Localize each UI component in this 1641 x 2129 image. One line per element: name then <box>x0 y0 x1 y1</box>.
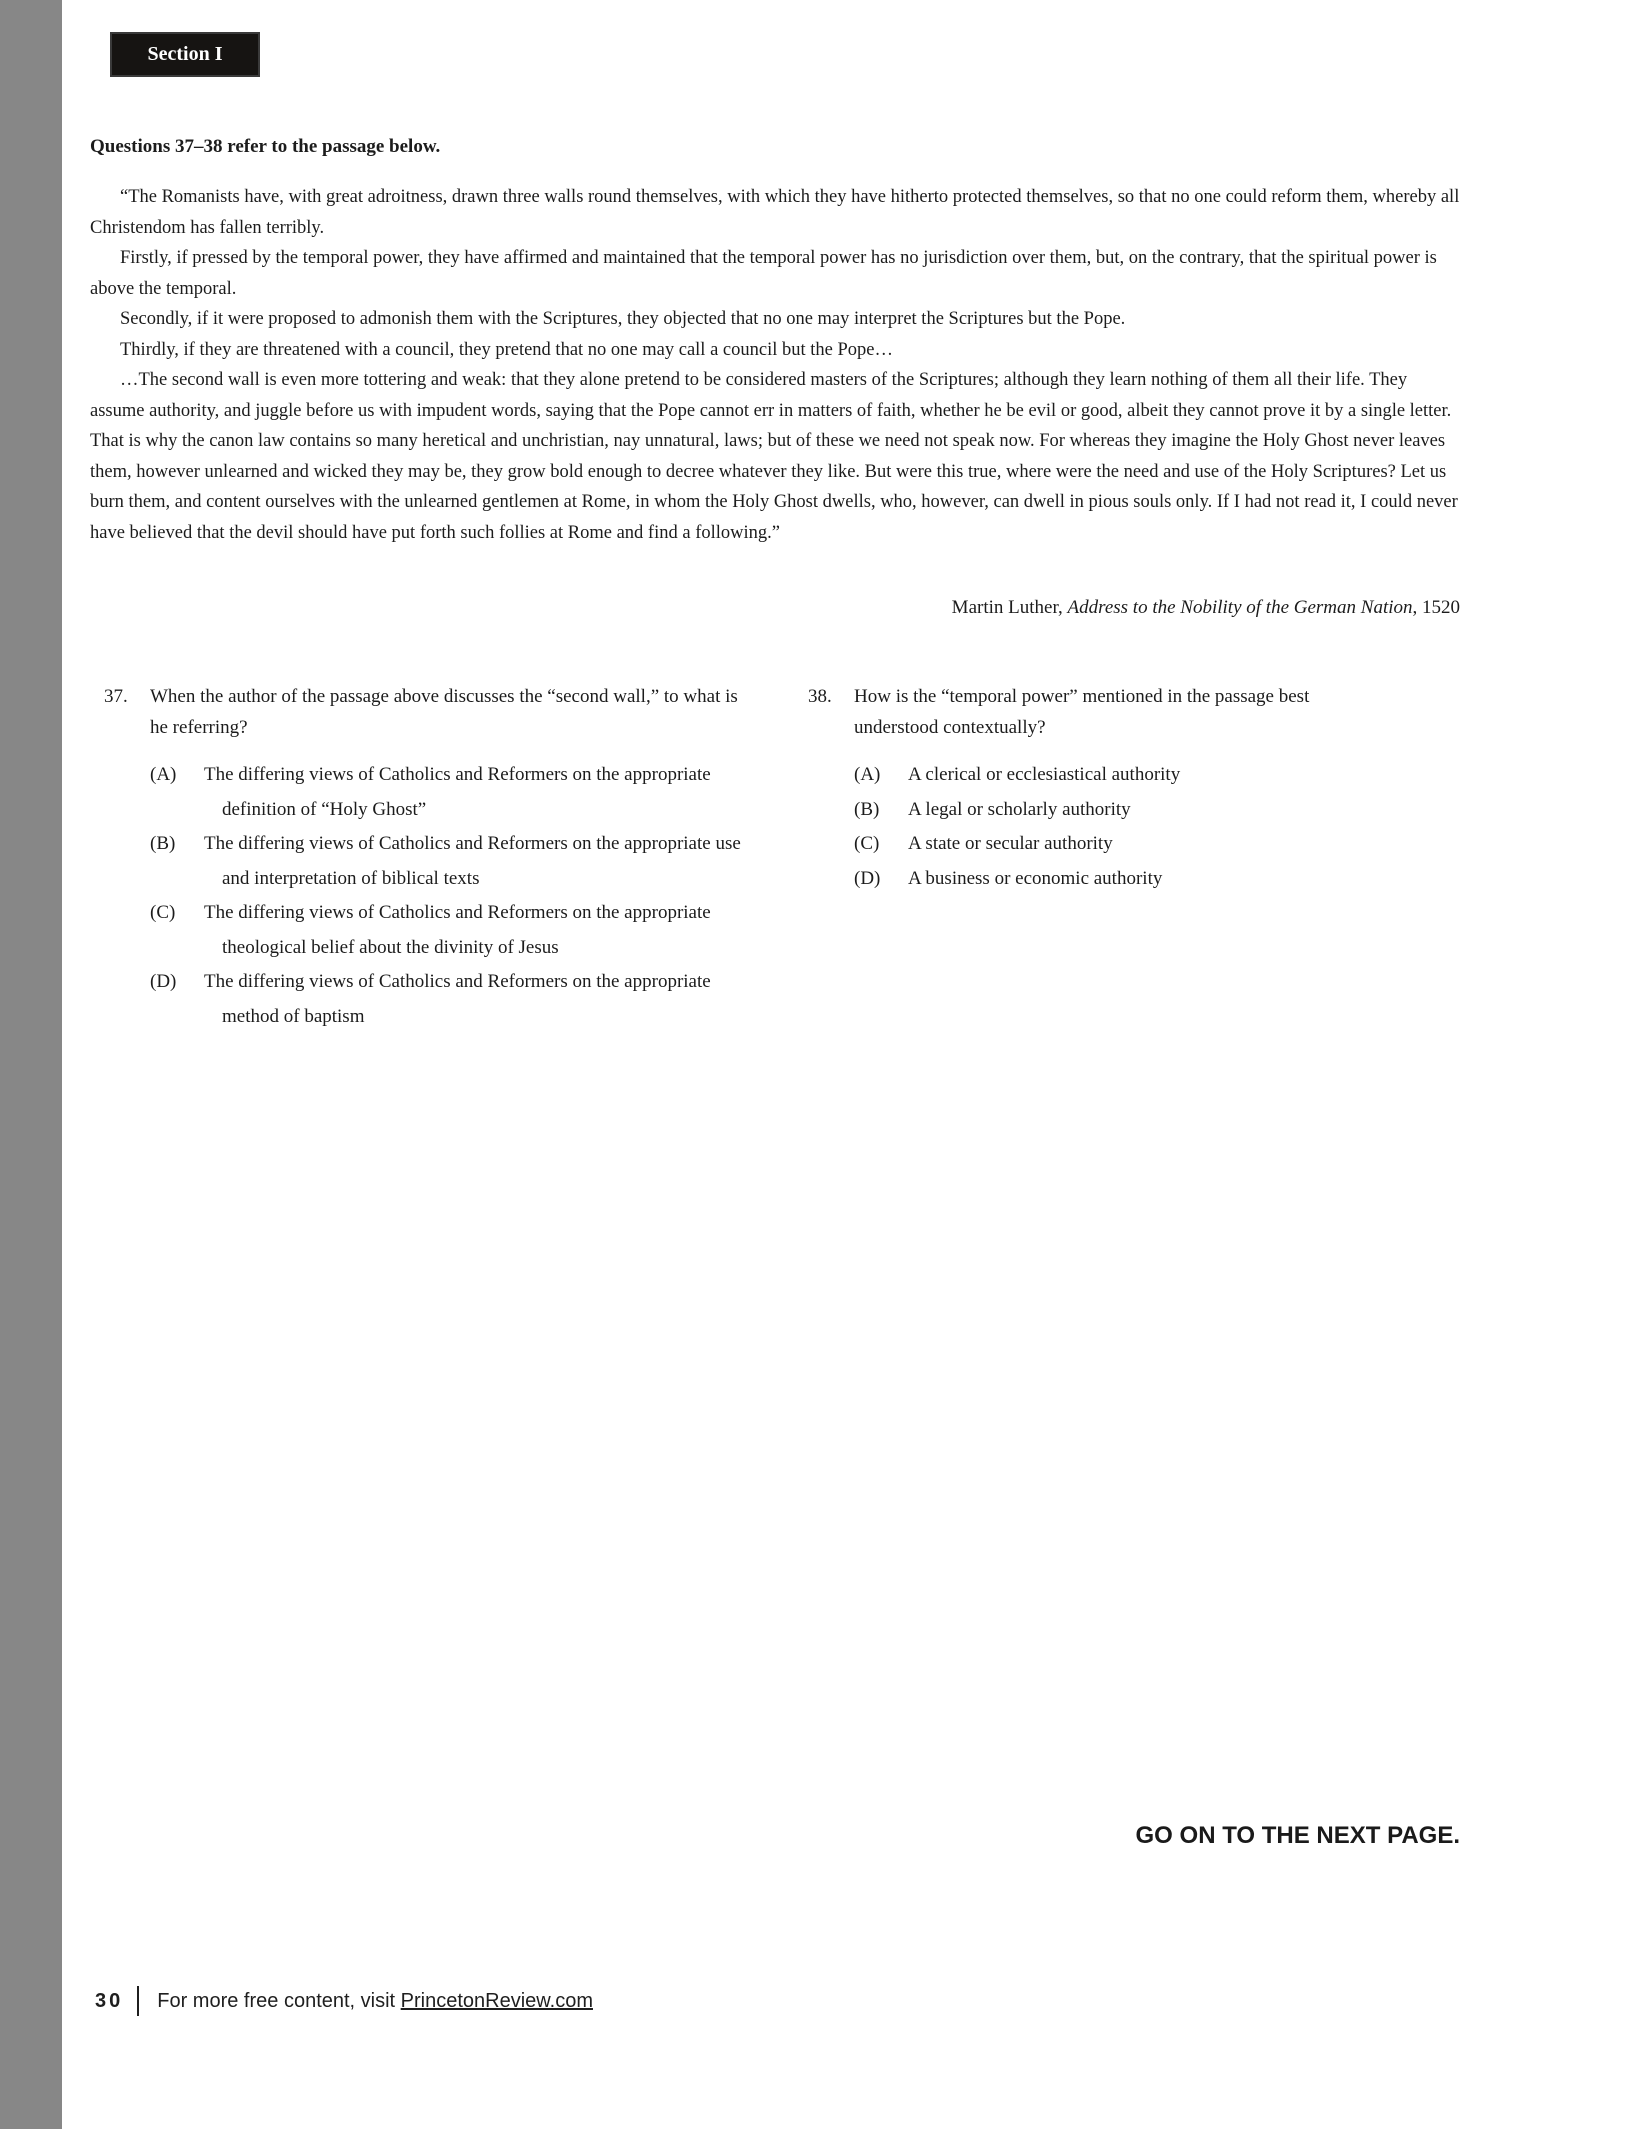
option-label: (B) <box>150 833 176 854</box>
page-number: 30 <box>95 1989 124 2012</box>
answer-option[interactable] <box>808 862 1368 897</box>
passage-paragraph: Thirdly, if they are threatened with a council, they pretend that no one may call a council but the Pope… <box>120 339 893 360</box>
question-38-stem <box>808 681 1368 743</box>
passage-paragraph: …The second wall is even more tottering and weak: that they alone pretend to be considered masters of the Scriptures; although they learn nothing of them all their life. They assume authority, and juggle before us with impudent words, saying that the Pope cannot err in matters of faith, whether he be evil or good, albeit they cannot prove it by a single letter. That is why the canon law contains so many heretical and unchristian, nay unnatural, laws; but of these we need not speak now. For whereas they imagine the Holy Ghost never leaves them, however unlearned and wicked they may be, they grow bold enough to decree whatever they like. But were this true, where were the need and use of the Holy Scriptures? Let us burn them, and content ourselves with the unlearned gentlemen at Rome, in whom the Holy Ghost dwells, who, however, can dwell in pious souls only. If I had not read it, I could never have believed that the devil should have put forth such follies at Rome and find a following.” <box>90 370 1458 543</box>
option-label: (C) <box>150 902 176 923</box>
passage-paragraph: “The Romanists have, with great adroitness, drawn three walls round themselves, with which they have hitherto protected themselves, so that no one could reform them, whereby all Christendom has fallen terribly. <box>90 187 1460 238</box>
option-text: A clerical or ecclesiastical authority <box>908 764 1181 785</box>
question-37 <box>104 681 752 1034</box>
answer-option[interactable] <box>808 758 1368 793</box>
attribution-year: , 1520 <box>1412 597 1460 618</box>
option-label: (D) <box>150 971 177 992</box>
answer-option[interactable] <box>104 965 752 1034</box>
option-text: A state or secular authority <box>908 833 1113 854</box>
option-label: (C) <box>854 833 880 854</box>
question-38 <box>808 681 1368 1034</box>
page-content <box>0 0 1641 1034</box>
footer-text <box>157 1990 593 2013</box>
option-text: A business or economic authority <box>908 867 1163 889</box>
page-footer <box>95 1986 593 2016</box>
question-38-text: How is the “temporal power” mentioned in the passage best understood contextually? <box>854 686 1310 738</box>
option-text: The differing views of Catholics and Reformers on the appropriate definition of “Holy Ghost” <box>204 764 711 820</box>
attribution-author: Martin Luther, <box>951 597 1068 618</box>
answer-option[interactable] <box>808 793 1368 828</box>
section-badge-label: Section I <box>147 43 223 65</box>
option-text: A legal or scholarly authority <box>908 798 1131 820</box>
passage-heading: Questions 37–38 refer to the passage below. <box>90 136 441 157</box>
option-label: (A) <box>854 764 881 785</box>
question-37-stem <box>104 681 752 743</box>
option-text: The differing views of Catholics and Reformers on the appropriate theological belief about the divinity of Jesus <box>204 902 711 958</box>
answer-option[interactable] <box>104 758 752 827</box>
option-label: (B) <box>854 798 880 820</box>
answer-option[interactable] <box>104 827 752 896</box>
option-text: The differing views of Catholics and Reformers on the appropriate use and interpretation of biblical texts <box>204 833 741 889</box>
passage-text <box>90 182 1460 548</box>
option-text: The differing views of Catholics and Reformers on the appropriate method of baptism <box>204 971 711 1027</box>
passage-paragraph: Firstly, if pressed by the temporal power, they have affirmed and maintained that the temporal power has no jurisdiction over them, but, on the contrary, that the spiritual power is above the temporal. <box>90 248 1437 299</box>
footer-divider <box>137 1986 139 2016</box>
option-label: (D) <box>854 867 881 889</box>
option-label: (A) <box>150 764 177 785</box>
questions-row <box>90 681 1460 1034</box>
footer-link[interactable]: PrincetonReview.com <box>400 1989 593 2012</box>
answer-option[interactable] <box>808 827 1368 862</box>
question-38-options <box>808 758 1368 896</box>
question-37-number: 37. <box>104 686 128 707</box>
passage-paragraph: Secondly, if it were proposed to admonish them with the Scriptures, they objected that no one may interpret the Scriptures but the Pope. <box>120 309 1126 329</box>
question-37-options <box>104 758 752 1034</box>
attribution-work-title: Address to the Nobility of the German Nation <box>1067 597 1413 618</box>
question-37-text: When the author of the passage above discusses the “second wall,” to what is he referring? <box>150 686 738 738</box>
question-38-number: 38. <box>808 686 832 707</box>
footer-text-before-link: For more free content, visit <box>157 1989 401 2012</box>
passage-attribution <box>90 597 1460 619</box>
answer-option[interactable] <box>104 896 752 965</box>
go-on-instruction: GO ON TO THE NEXT PAGE. <box>1135 1822 1460 1849</box>
